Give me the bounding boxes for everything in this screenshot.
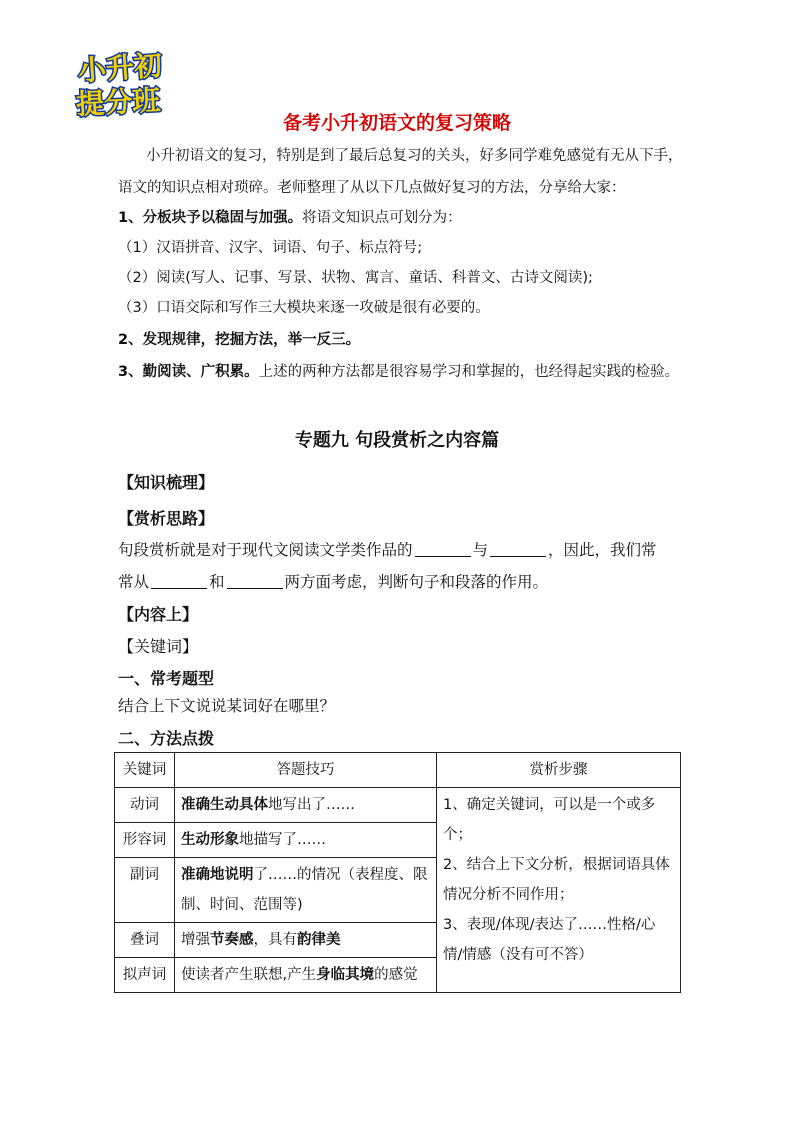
steps-cell	[437, 788, 681, 993]
keyword-table	[114, 752, 681, 993]
row-technique-pre: 增强	[181, 932, 210, 948]
table-row	[115, 788, 681, 823]
row-technique-mid: ，具有	[253, 932, 297, 948]
row-technique-pre: 使读者产生联想,产生	[181, 967, 317, 983]
intro-line2: 语文的知识点相对琐碎。老师整理了从以下几点做好复习的方法，分享给大家：	[118, 180, 626, 196]
row-keyword: 形容词	[115, 823, 175, 858]
row-technique-bold: 身临其境	[316, 967, 375, 983]
para-1-c: ，因此，我们常	[548, 541, 657, 559]
point-1	[118, 208, 462, 228]
row-technique-rest: 了……的情况（表程度、限制、时间、范围等)	[181, 867, 428, 913]
row-technique	[175, 923, 437, 958]
section-title: 专题九 句段赏析之内容篇	[294, 430, 500, 451]
intro-line1: 小升初语文的复习，特别是到了最后总复习的关头，好多同学难免感觉有无从下手，	[146, 148, 683, 164]
para-2-b: 和	[209, 573, 225, 591]
para-2	[118, 572, 548, 592]
thinking-heading: 【赏析思路】	[118, 509, 215, 528]
row-keyword: 叠词	[115, 923, 175, 958]
step-2: 2、结合上下文分析，根据词语具体情况分析不同作用；	[443, 857, 670, 903]
table-header-row	[115, 753, 681, 788]
page-title: 备考小升初语文的复习策略	[282, 112, 511, 134]
knowledge-heading: 【知识梳理】	[118, 473, 215, 492]
logo-line1: 小升初	[76, 48, 164, 88]
blank-1	[415, 542, 471, 557]
q-type-heading: 一、常考题型	[118, 669, 215, 688]
logo-line2: 提分班	[75, 83, 162, 120]
row-keyword: 动词	[115, 788, 175, 823]
para-2-a: 常从	[118, 573, 150, 591]
step-3: 3、表现/体现/表达了……性格/心情/情感（没有可不答）	[443, 917, 656, 963]
point-1-bold: 1、分板块予以稳固与加强。	[118, 210, 303, 226]
sub-3: （3）口语交际和写作三大模块来逐一攻破是很有必要的。	[118, 300, 490, 316]
row-technique-bold2: 韵律美	[297, 932, 341, 948]
blank-4	[227, 574, 283, 589]
row-technique	[175, 958, 437, 993]
row-technique	[175, 823, 437, 858]
row-technique-rest: 的感觉	[374, 967, 418, 983]
blank-2	[490, 542, 546, 557]
keyword-heading: 【关键词】	[118, 637, 199, 656]
row-keyword: 副词	[115, 858, 175, 923]
q-type: 结合上下文说说某词好在哪里？	[118, 697, 336, 715]
row-technique	[175, 788, 437, 823]
point-3-bold: 3、勤阅读、广积累。	[118, 364, 259, 380]
sub-2: （2）阅读(写人、记事、写景、状物、寓言、童话、科普文、古诗文阅读);	[118, 270, 593, 286]
row-technique-bold: 准确生动具体	[181, 797, 268, 813]
row-technique-bold: 准确地说明	[181, 867, 254, 883]
row-technique-bold: 节奏感	[210, 932, 254, 948]
header-steps: 赏析步骤	[437, 753, 681, 788]
blank-3	[151, 574, 207, 589]
point-3	[118, 362, 679, 382]
row-keyword: 拟声词	[115, 958, 175, 993]
header-technique: 答题技巧	[175, 753, 437, 788]
point-3-rest: 上述的两种方法都是很容易学习和掌握的，也经得起实践的检验。	[258, 364, 680, 380]
row-technique-bold: 生动形象	[181, 832, 239, 848]
content-heading: 【内容上】	[118, 605, 199, 624]
header-keyword: 关键词	[115, 753, 175, 788]
row-technique	[175, 858, 437, 923]
para-1-b: 与	[472, 541, 489, 559]
point-1-rest: 将语文知识点可划分为：	[302, 210, 462, 226]
row-technique-rest: 地描写了……	[239, 832, 326, 848]
row-technique-rest: 地写出了……	[268, 797, 355, 813]
method-heading: 二、方法点拨	[118, 729, 215, 748]
para-2-c: 两方面考虑，判断句子和段落的作用。	[284, 573, 549, 591]
para-1-a: 句段赏析就是对于现代文阅读文学类作品的	[118, 541, 413, 559]
point-2: 2、发现规律，挖掘方法，举一反三。	[118, 332, 361, 348]
para-1	[118, 540, 657, 560]
sub-1: （1）汉语拼音、汉字、词语、句子、标点符号;	[118, 240, 423, 256]
step-1: 1、确定关键词，可以是一个或多个；	[443, 797, 656, 843]
